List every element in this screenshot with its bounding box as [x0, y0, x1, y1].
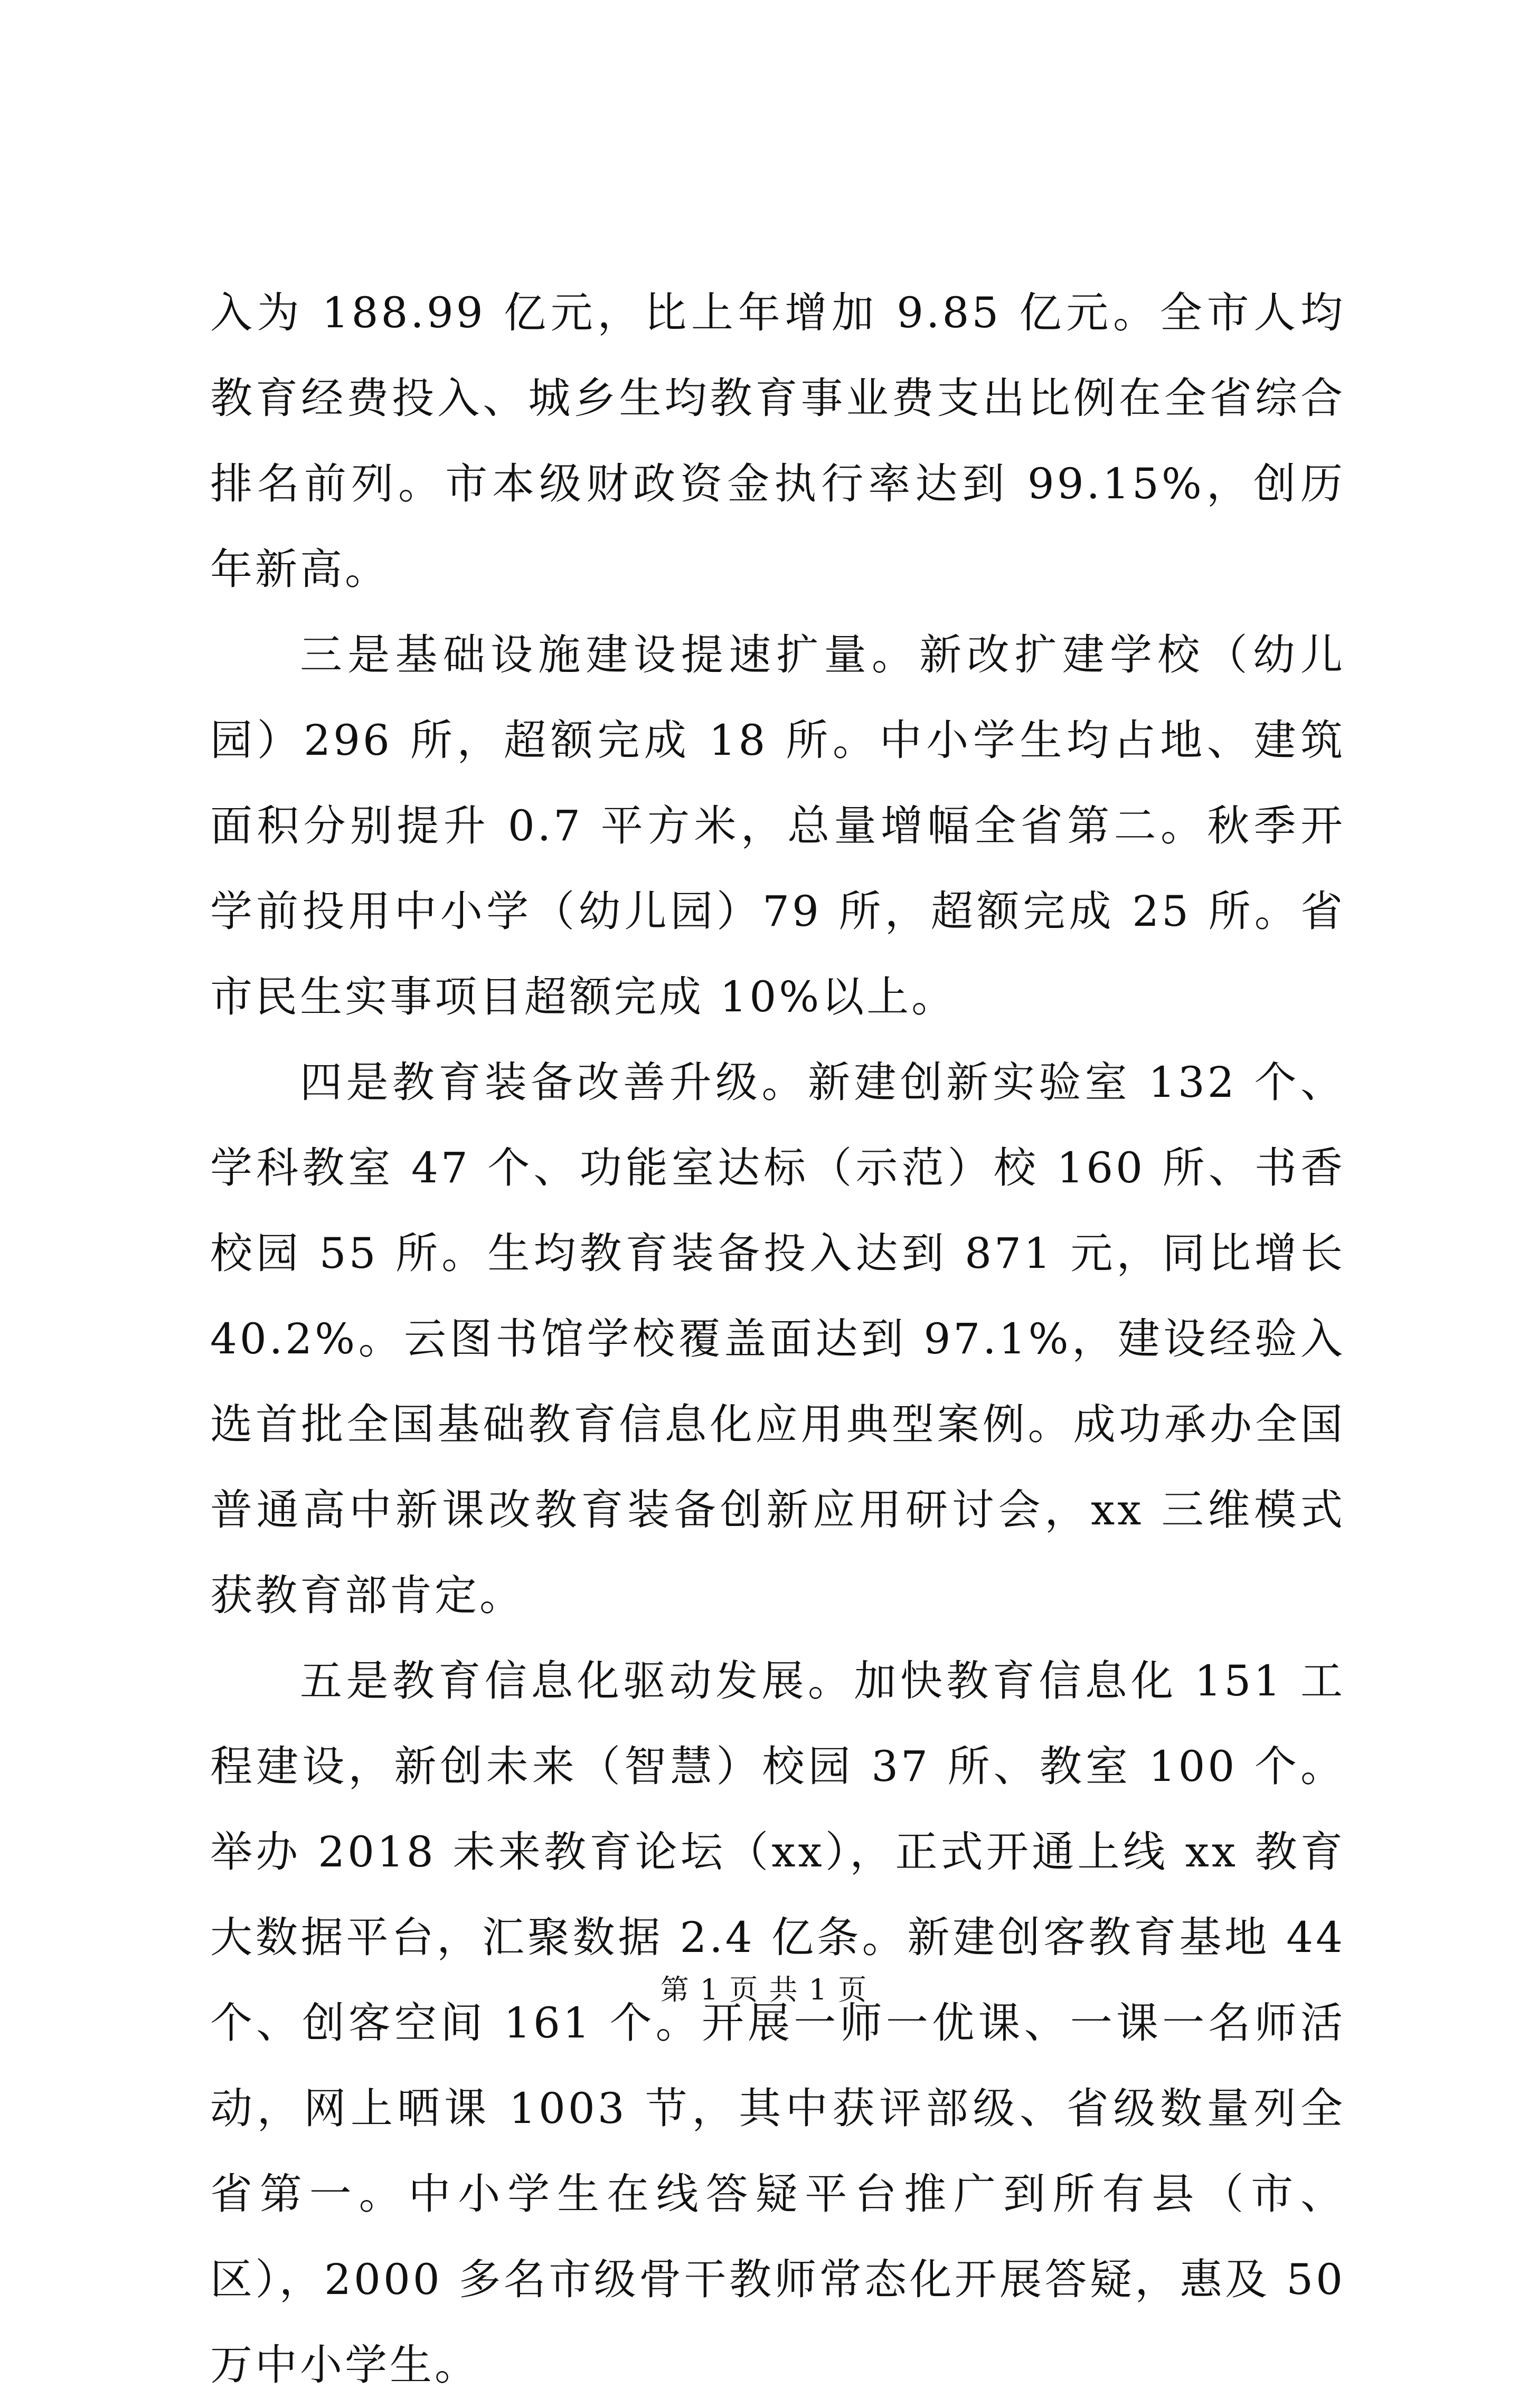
- paragraph-infrastructure: 三是基础设施建设提速扩量。新改扩建学校（幼儿园）296 所，超额完成 18 所。中小学生均占地、建筑面积分别提升 0.7 平方米，总量增幅全省第二。秋季开学前投用中小学（幼儿园）79 所，超额完成 25 所。省市民生实事项目超额完成 10%以上。: [210, 630, 1345, 1021]
- paragraph-informatization: 五是教育信息化驱动发展。加快教育信息化 151 工程建设，新创未来（智慧）校园 37 所、教室 100 个。举办 2018 未来教育论坛（xx），正式开通上线 xx 教育大数据平台，汇聚数据 2.4 亿条。新建创客教育基地 44 个、创客空间 161 个。开展一师一优课、一课一名师活动，网上晒课 1003 节，其中获评部级、省级数量列全省第一。中小学生在线答疑平台推广到所有县（市、区），2000 多名市级骨干教师常态化开展答疑，惠及 50 万中小学生。: [210, 1656, 1345, 2390]
- paragraph-equipment: 四是教育装备改善升级。新建创新实验室 132 个、学科教室 47 个、功能室达标（示范）校 160 所、书香校园 55 所。生均教育装备投入达到 871 元，同比增长 40.2%。云图书馆学校覆盖面达到 97.1%，建设经验入选首批全国基础教育信息化应用典型案例。成功承办全国普通高中新课改教育装备创新应用研讨会，xx 三维模式获教育部肯定。: [210, 1058, 1345, 1620]
- paragraph-continued: 入为 188.99 亿元，比上年增加 9.85 亿元。全市人均教育经费投入、城乡生均教育事业费支出比例在全省综合排名前列。市本级财政资金执行率达到 99.15%，创历年新高。: [210, 288, 1345, 594]
- page-footer: 第 1 页 共 1 页: [660, 1973, 868, 2006]
- document-body: [210, 270, 1345, 2408]
